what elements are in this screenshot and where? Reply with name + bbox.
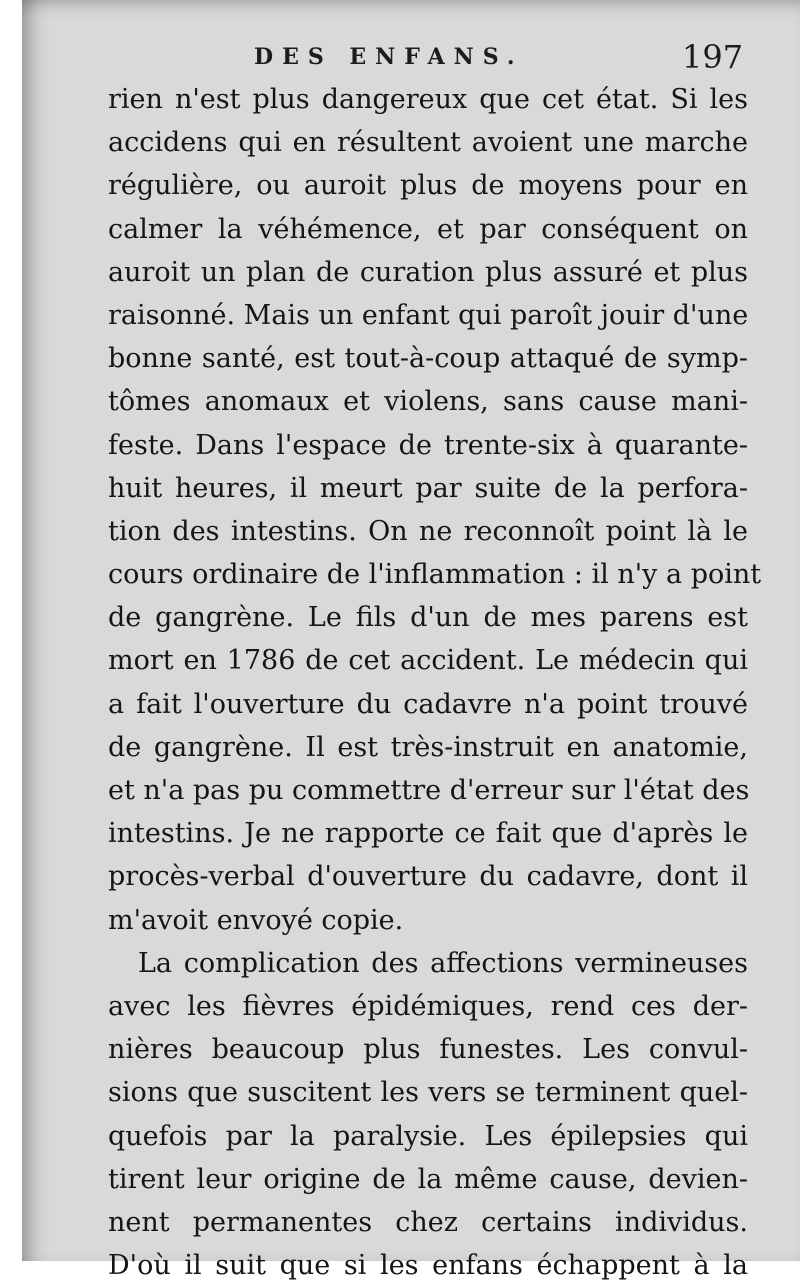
text-line: quefois par la paralysie. Les épilepsies qui — [108, 1120, 748, 1152]
text-line: et n'a pas pu commettre d'erreur sur l'état des — [108, 775, 750, 806]
text-line: La complication des affections vermineuses — [138, 947, 748, 979]
text-line: huit heures, il meurt par suite de la perfora- — [108, 472, 748, 504]
text-line: tômes anomaux et violens, sans cause mani- — [108, 386, 748, 418]
text-line: accidens qui en résultent avoient une marche — [108, 127, 748, 159]
text-line: nières beaucoup plus funestes. Les convul- — [108, 1034, 748, 1066]
text-line: de gangrène. Il est très-instruit en anatomie, — [108, 731, 748, 763]
text-line: D'où il suit que si les enfans échappent à la — [108, 1250, 748, 1282]
text-line: nent permanentes chez certains individus. — [108, 1206, 748, 1238]
text-line: bonne santé, est tout-à-coup attaqué de symp- — [108, 343, 748, 375]
text-line: calmer la véhémence, et par conséquent on — [108, 213, 748, 245]
text-line: cours ordinaire de l'inflammation : il n'y a point — [108, 559, 762, 591]
text-line: procès-verbal d'ouverture du cadavre, dont il — [108, 861, 748, 893]
text-line: tion des intestins. On ne reconnoît point là le — [108, 515, 748, 547]
text-line: a fait l'ouverture du cadavre n'a point trouvé — [108, 688, 748, 720]
running-head: DES ENFANS. — [254, 44, 524, 70]
text-line: régulière, ou auroit plus de moyens pour en — [108, 170, 748, 202]
text-line: tirent leur origine de la même cause, devien- — [108, 1163, 748, 1195]
text-line: feste. Dans l'espace de trente-six à quarante- — [108, 429, 748, 461]
text-line: intestins. Je ne rapporte ce fait que d'après le — [108, 818, 748, 850]
text-line: m'avoit envoyé copie. — [108, 904, 404, 936]
text-line: sions que suscitent les vers se terminent quel- — [108, 1077, 748, 1109]
page-number: 197 — [682, 38, 744, 76]
book-page — [22, 0, 800, 1282]
text-line: de gangrène. Le fils d'un de mes parens est — [108, 602, 748, 634]
text-line: mort en 1786 de cet accident. Le médecin qui — [108, 645, 748, 677]
text-line: raisonné. Mais un enfant qui paroît jouir d'une — [108, 299, 749, 331]
body-text — [108, 78, 762, 1287]
text-line: rien n'est plus dangereux que cet état. Si les — [108, 84, 748, 115]
text-line: avec les fièvres épidémiques, rend ces der- — [108, 990, 748, 1022]
text-line: auroit un plan de curation plus assuré et plus — [108, 256, 748, 288]
